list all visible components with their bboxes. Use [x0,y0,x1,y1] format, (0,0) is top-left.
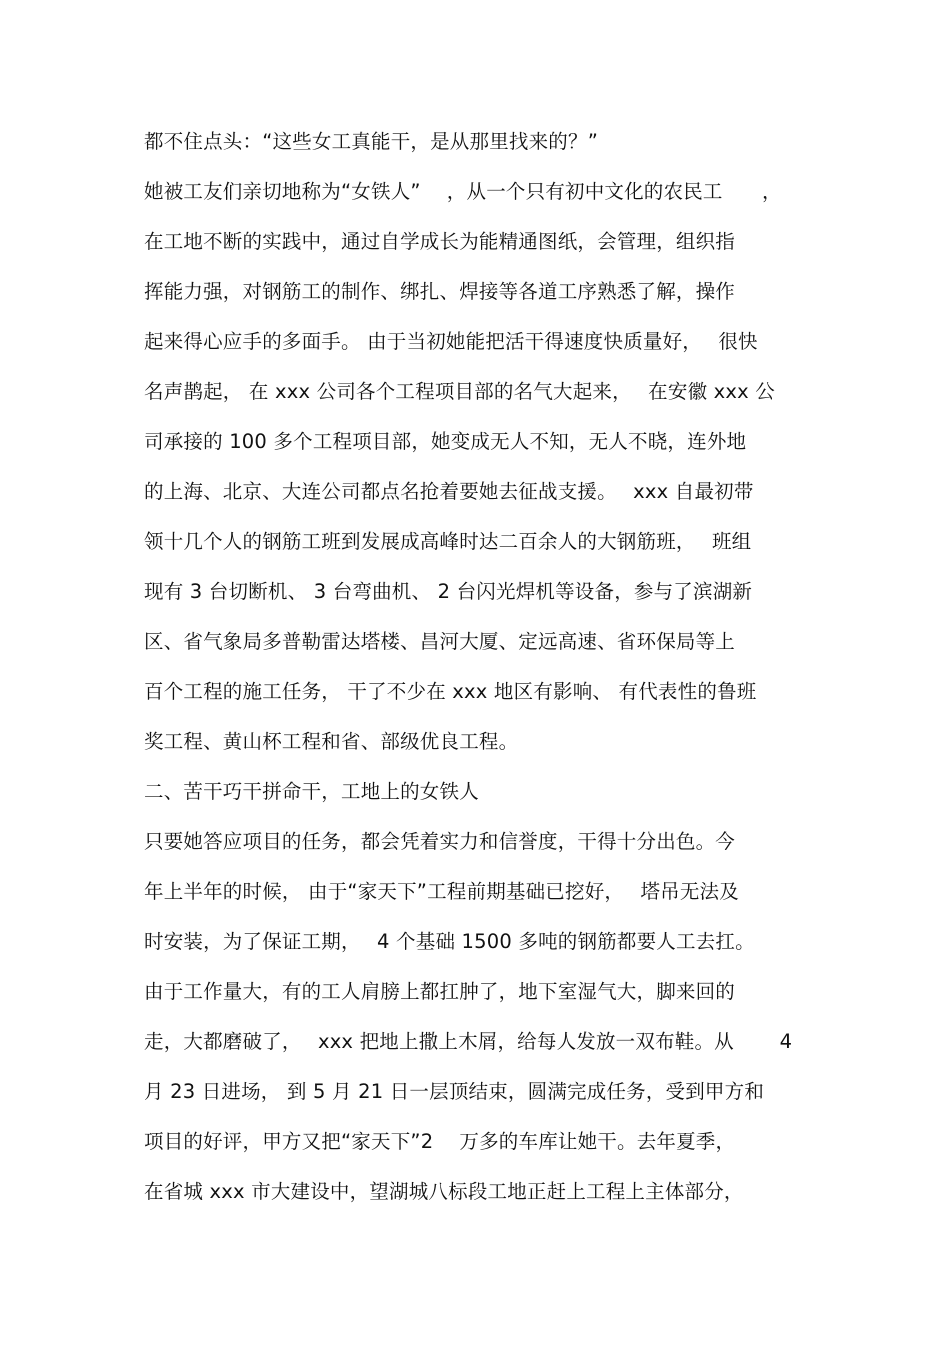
text-line: 区、省气象局多普勒雷达塔楼、昌河大厦、定远高速、省环保局等上 [144,630,736,653]
text-line: 月 23 日进场， 到 5 月 21 日一层顶结束，圆满完成任务，受到甲方和 [144,1080,765,1103]
text-line: 司承接的 100 多个工程项目部，她变成无人不知，无人不晓，连外地 [144,430,747,453]
text-line: 起来得心应手的多面手。 由于当初她能把活干得速度快质量好， 很快 [144,330,758,353]
text-line: 走，大都磨破了， xxx 把地上撒上木屑，给每人发放一双布鞋。从 4 [144,1030,793,1053]
text-line: 由于工作量大，有的工人肩膀上都扛肿了，地下室湿气大，脚来回的 [144,980,736,1003]
text-line: 的上海、北京、大连公司都点名抢着要她去征战支援。 xxx 自最初带 [144,480,754,503]
text-line: 年上半年的时候， 由于“家天下”工程前期基础已挖好， 塔吊无法及 [144,880,739,903]
text-line: 挥能力强，对钢筋工的制作、绑扎、焊接等各道工序熟悉了解，操作 [144,280,736,303]
text-line: 她被工友们亲切地称为“女铁人” ，从一个只有初中文化的农民工 ， [144,180,782,203]
text-line: 项目的好评，甲方又把“家天下”2 万多的车库让她干。去年夏季， [144,1130,736,1153]
text-line: 名声鹊起， 在 xxx 公司各个工程项目部的名气大起来， 在安徽 xxx 公 [144,380,775,403]
text-line: 在省城 xxx 市大建设中，望湖城八标段工地正赶上工程上主体部分， [144,1180,744,1203]
text-line: 现有 3 台切断机、 3 台弯曲机、 2 台闪光焊机等设备，参与了滨湖新 [144,580,753,603]
text-line: 只要她答应项目的任务，都会凭着实力和信誉度，干得十分出色。今 [144,830,736,853]
text-line: 奖工程、黄山杯工程和省、部级优良工程。 [144,730,519,753]
text-line: 在工地不断的实践中，通过自学成长为能精通图纸，会管理，组织指 [144,230,736,253]
text-line: 百个工程的施工任务， 干了不少在 xxx 地区有影响、 有代表性的鲁班 [144,680,757,703]
text-line: 时安装，为了保证工期， 4 个基础 1500 多吨的钢筋都要人工去扛。 [144,930,755,953]
text-line: 都不住点头：“这些女工真能干，是从那里找来的？” [144,130,599,153]
text-line: 领十几个人的钢筋工班到发展成高峰时达二百余人的大钢筋班， 班组 [144,530,752,553]
section-heading: 二、苦干巧干拼命干，工地上的女铁人 [144,780,479,803]
